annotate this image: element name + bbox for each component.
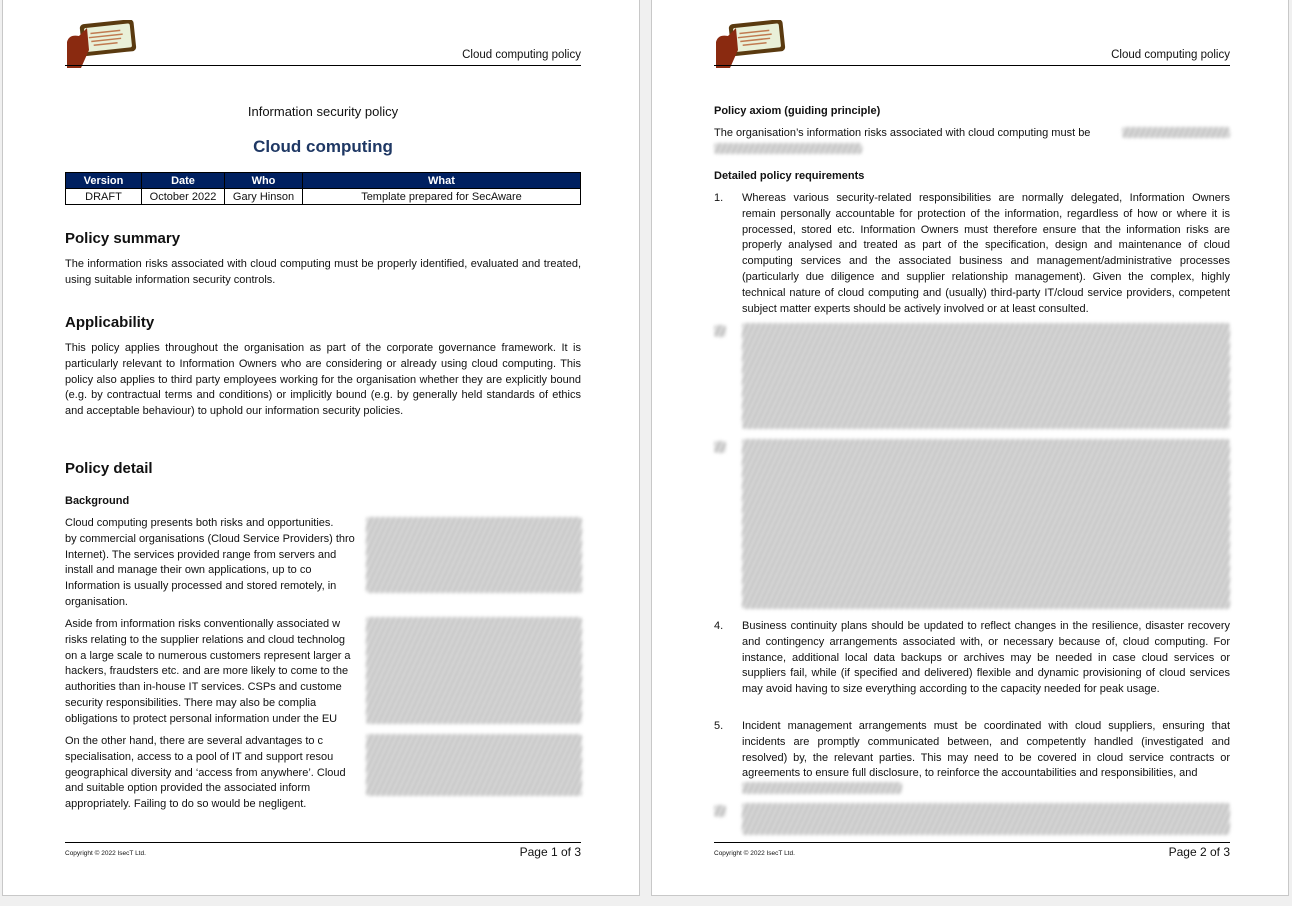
item-text: Whereas various security-related responsibilities are normally delegated, Information Owners remain personally accountable for protection of the information, regardless of how or where it is processed, stored etc. Information Owners must therefore ensure that the information risks are properly analysed and treated as part of the specification, design and maintenance of cloud computing services and the associated business and management/administrative processes (particularly due diligence and supplier relationship management). Given the complex, highly technical nature of cloud computing and (usually) third-party IT/cloud service providers, competent subject matter experts should be actively involved or at least consulted. (742, 192, 1230, 315)
redacted-text (366, 617, 582, 724)
text-line: on a large scale to numerous customers represent larger a (65, 649, 351, 662)
text-line: risks relating to the supplier relations and cloud technolog (65, 633, 346, 646)
redacted-text (742, 782, 902, 794)
redacted-text (714, 441, 726, 453)
redacted-text (742, 439, 1230, 609)
redacted-text (366, 734, 582, 796)
tablet-hand-logo-icon (714, 20, 786, 70)
table-cell: Gary Hinson (225, 189, 303, 205)
page-number: Page 1 of 3 (519, 845, 581, 859)
header-title: Cloud computing policy (462, 49, 581, 61)
redacted-text (742, 803, 1230, 835)
column-header: Date (142, 173, 225, 189)
version-table (65, 172, 581, 205)
redacted-text (366, 517, 582, 593)
column-header: What (303, 173, 581, 189)
item-number: 5. (714, 720, 724, 732)
policy-detail-heading: Policy detail (65, 460, 153, 477)
applicability-text: This policy applies throughout the organisation as part of the corporate governance framework. It is particularly relevant to Information Owners who are considering or already using cloud computing. This policy also applies to third party employees working for the organisation whether they are explicitly bound (e.g. by contractual terms and conditions) or implicitly bound (e.g. by generally held standards of ethics and acceptable behaviour) to uphold our information security policies. (65, 342, 581, 418)
tablet-hand-logo-icon (65, 20, 137, 70)
column-header: Who (225, 173, 303, 189)
document-title: Cloud computing (253, 137, 393, 156)
item-text: Business continuity plans should be updated to reflect changes in the resilience, disaster recovery and contingency arrangements associated with, or necessary because of, cloud computing. For instance, additional local data backups or archives may be needed in case cloud services or suppliers fail, while (if specified and delivered) flexible and dynamic provisioning of cloud services may avoid having to size everything according to the capacity needed for peak usage. (742, 620, 1230, 696)
requirement-item (714, 619, 1230, 698)
text-line: appropriately. Failing to do so would be negligent. (65, 798, 307, 811)
axiom-heading: Policy axiom (guiding principle) (714, 105, 881, 117)
redacted-text (714, 143, 862, 154)
item-text: Incident management arrangements must be coordinated with cloud suppliers, ensuring that incidents are promptly communicated between, and competently handled (investigated and resolved) by, the relevant parties. This may need to be covered in cloud service contracts or agreements to ensure full disclosure, to reinforce the accountabilities and responsibilities, and (742, 720, 1230, 780)
table-cell: DRAFT (66, 189, 142, 205)
page-number: Page 2 of 3 (1168, 845, 1230, 859)
text-line: Cloud computing presents both risks and opportunities. (65, 517, 334, 529)
item-number: 4. (714, 620, 724, 632)
document-page-1 (2, 0, 640, 896)
copyright: Copyright © 2022 IsecT Ltd. (65, 850, 146, 857)
text-line: specialisation, access to a pool of IT and support resou (65, 750, 334, 763)
text-line: Information is usually processed and stored remotely, in (65, 580, 337, 593)
document-page-2 (651, 0, 1289, 896)
header-title: Cloud computing policy (1111, 49, 1230, 61)
table-cell: October 2022 (142, 189, 225, 205)
summary-heading: Policy summary (65, 230, 181, 247)
text-line: obligations to protect personal information under the EU (65, 712, 338, 725)
header-divider (65, 65, 581, 66)
applicability-heading: Applicability (65, 314, 155, 331)
text-line: install and manage their own applications, up to co (65, 564, 312, 577)
text-line: organisation. (65, 595, 128, 608)
footer-divider (714, 842, 1230, 843)
column-header: Version (66, 173, 142, 189)
redacted-text (714, 325, 726, 337)
text-line: by commercial organisations (Cloud Service Providers) thro (65, 532, 355, 545)
requirement-item (714, 719, 1230, 782)
document-subtitle: Information security policy (247, 104, 399, 119)
item-number: 1. (714, 192, 724, 204)
text-line: Internet). The services provided range from servers and (65, 548, 337, 561)
requirement-item (714, 191, 1230, 317)
copyright: Copyright © 2022 IsecT Ltd. (714, 850, 795, 857)
redacted-text (714, 805, 726, 817)
text-line: Aside from information risks conventionally associated w (65, 618, 341, 630)
table-row (66, 189, 581, 205)
text-line: On the other hand, there are several advantages to c (65, 735, 324, 747)
summary-text: The information risks associated with cloud computing must be properly identified, evaluated and treated, using suitable information security controls. (65, 258, 581, 286)
redacted-text (742, 323, 1230, 429)
text-line: hackers, fraudsters etc. and are more likely to come to the (65, 665, 349, 678)
text-line: The organisation’s information risks associated with cloud computing must be (714, 127, 1091, 139)
text-line: security responsibilities. There may also be complia (65, 696, 317, 709)
text-line: and suitable option provided the associated inform (65, 782, 311, 795)
footer-divider (65, 842, 581, 843)
background-heading: Background (65, 495, 130, 507)
header-divider (714, 65, 1230, 66)
text-line: authorities than in-house IT services. CSPs and custome (65, 681, 342, 694)
requirements-heading: Detailed policy requirements (714, 170, 865, 182)
text-line: geographical diversity and ‘access from anywhere’. Cloud (65, 766, 346, 779)
redacted-text (1122, 127, 1230, 138)
table-header-row (66, 173, 581, 189)
table-cell: Template prepared for SecAware (303, 189, 581, 205)
